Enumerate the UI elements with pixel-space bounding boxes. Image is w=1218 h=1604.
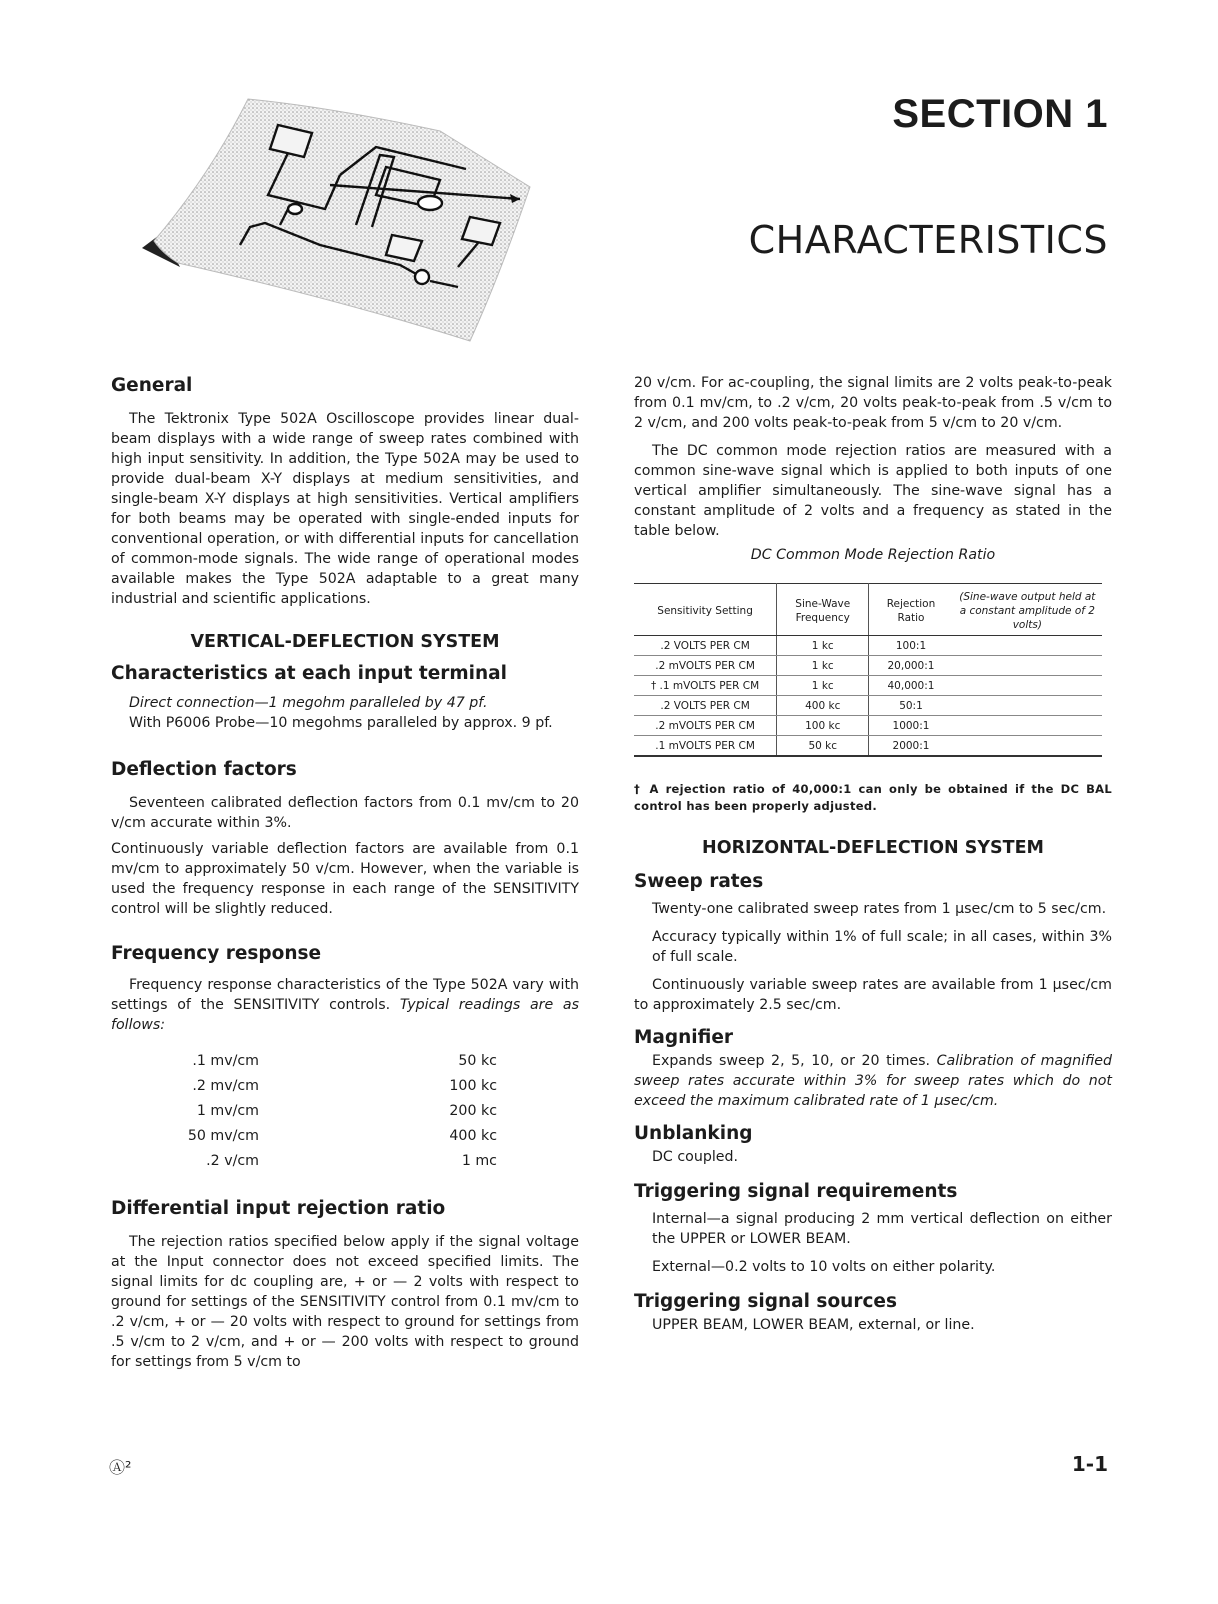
dc-rejection-text: The DC common mode rejection ratios are measured with a common sine-wave signal which is applied to both inputs of one vertical amplifier simultaneously. The sine-wave signal has a constant amplitude of 2 volts and a frequency as stated in the table below. [634,443,1112,539]
frequency-intro-italic: Typical readings are as follows: [111,997,580,1033]
section-title: CHARACTERISTICS [748,218,1108,262]
differential-heading: Differential input rejection ratio [111,1198,446,1219]
cell-ratio: 40,000:1 [869,676,953,696]
table-row [634,696,1102,716]
vertical-deflection-heading: VERTICAL-DEFLECTION SYSTEM [190,632,500,652]
freq-setting: .2 mv/cm [192,1078,259,1094]
cell-frequency: 100 kc [777,716,869,736]
cell-empty [953,716,1102,736]
col-header-ratio: Rejection Ratio [869,584,953,636]
cell-setting: .2 mVOLTS PER CM [634,656,777,676]
cell-frequency: 50 kc [777,736,869,757]
left-column [111,373,579,1372]
cell-frequency: 1 kc [777,636,869,656]
cell-frequency: 400 kc [777,696,869,716]
table-row [111,1074,579,1099]
right-column [634,373,1112,1335]
cell-setting: † .1 mVOLTS PER CM [634,676,777,696]
cell-ratio: 100:1 [869,636,953,656]
table-caption: DC Common Mode Rejection Ratio [750,547,996,563]
table-header-row [634,584,1102,636]
cell-empty [953,676,1102,696]
general-text: The Tektronix Type 502A Oscilloscope provides linear dual-beam displays with a wide range of sweep rates combined with high input sensitivity. In addition, the Type 502A may be used to provide dual-beam X-Y displays at medium sensitivities, and single-beam X-Y displays at high sensitivities. Vertical amplifiers for both beams may be operated with single-ended inputs for conventional operation, or with differential inputs for cancellation of common-mode signals. The wide range of operational modes available makes the Type 502A adaptable to a great many industrial and scientific applications. [111,411,579,607]
freq-response: 1 mc [461,1153,497,1169]
magnifier-text-plain: Expands sweep 2, 5, 10, or 20 times. [652,1053,931,1069]
frequency-intro [111,975,579,1035]
table-row [111,1149,579,1174]
cell-setting: .1 mVOLTS PER CM [634,736,777,757]
section-number: SECTION 1 [892,92,1108,136]
cell-empty [953,636,1102,656]
probe-text: With P6006 Probe—10 megohms paralleled by approx. 9 pf. [129,715,553,731]
freq-setting: 50 mv/cm [187,1128,259,1144]
unblanking-heading: Unblanking [634,1123,753,1144]
freq-setting: .2 v/cm [206,1153,259,1169]
magnifier-heading: Magnifier [634,1027,734,1048]
freq-response: 50 kc [458,1053,497,1069]
frequency-intro-text: Frequency response characteristics of the Type 502A vary with settings of the SENSITIVITY controls. [111,977,579,1013]
trigger-internal-text: Internal—a signal producing 2 mm vertical deflection on either the UPPER or LOWER BEAM. [652,1211,1112,1247]
cell-empty [953,696,1102,716]
deflection-text-2: Continuously variable deflection factors are available from 0.1 mv/cm to approximately 50 v/cm. However, when the variable is used the frequency response in each range of the SENSITIVITY control will be slightly reduced. [111,841,579,917]
freq-setting: 1 mv/cm [196,1103,259,1119]
differential-text: The rejection ratios specified below apply if the signal voltage at the Input connector does not exceed specified limits. The signal limits for dc coupling are, + or — 2 volts with respect to ground for settings of the SENSITIVITY control from 0.1 mv/cm to .2 v/cm, + or — 20 volts with respect to ground for settings from .5 v/cm to 2 v/cm, and + or — 200 volts with respect to ground for settings from 5 v/cm to [111,1234,579,1370]
horizontal-deflection-heading: HORIZONTAL-DEFLECTION SYSTEM [702,838,1044,858]
table-footnote: † A rejection ratio of 40,000:1 can only be obtained if the DC BAL control has been properly adjusted. [634,782,1112,813]
rejection-ratio-table [634,583,1102,757]
cell-setting: .2 mVOLTS PER CM [634,716,777,736]
trigger-external-text: External—0.2 volts to 10 volts on either polarity. [652,1259,996,1275]
table-row [111,1124,579,1149]
cell-setting: .2 VOLTS PER CM [634,636,777,656]
cell-frequency: 1 kc [777,656,869,676]
continuation-text: 20 v/cm. For ac-coupling, the signal limits are 2 volts peak-to-peak from 0.1 mv/cm, to .2 v/cm, 20 volts peak-to-peak from .5 v/cm to 2 v/cm, and 200 volts peak-to-peak from 5 v/cm to 20 v/cm. [634,375,1112,431]
col-header-frequency: Sine-Wave Frequency [777,584,869,636]
triggering-requirements-heading: Triggering signal requirements [634,1181,958,1202]
cell-empty [953,736,1102,757]
table-row [634,736,1102,757]
freq-response: 100 kc [449,1078,497,1094]
cell-ratio: 1000:1 [869,716,953,736]
sweep-rates-heading: Sweep rates [634,871,764,892]
freq-setting: .1 mv/cm [192,1053,259,1069]
cell-ratio: 2000:1 [869,736,953,757]
table-row [111,1099,579,1124]
deflection-factors-heading: Deflection factors [111,759,297,780]
deflection-text-1: Seventeen calibrated deflection factors from 0.1 mv/cm to 20 v/cm accurate within 3%. [111,795,579,831]
characteristics-heading: Characteristics at each input terminal [111,663,507,684]
col-header-note: (Sine-wave output held at a constant amplitude of 2 volts) [953,584,1102,636]
unblanking-text: DC coupled. [652,1149,739,1165]
schematic-illustration [140,95,540,345]
magnifier-text [634,1051,1112,1111]
table-row [634,636,1102,656]
cell-frequency: 1 kc [777,676,869,696]
frequency-response-table [111,1049,579,1174]
sweep-text-2: Accuracy typically within 1% of full scale; in all cases, within 3% of full scale. [652,929,1112,965]
cell-empty [953,656,1102,676]
col-header-sensitivity: Sensitivity Setting [634,584,777,636]
table-row [634,656,1102,676]
table-row [634,676,1102,696]
cell-setting: .2 VOLTS PER CM [634,696,777,716]
triggering-sources-heading: Triggering signal sources [634,1291,897,1312]
magnifier-text-italic: Calibration of magnified sweep rates accurate within 3% for sweep rates which do not exceed the maximum calibrated rate of 1 µsec/cm. [634,1053,1113,1109]
table-row [111,1049,579,1074]
sweep-text-3: Continuously variable sweep rates are available from 1 µsec/cm to approximately 2.5 sec/cm. [634,977,1112,1013]
page-number: 1-1 [1071,1452,1108,1476]
cell-ratio: 50:1 [869,696,953,716]
trigger-sources-text: UPPER BEAM, LOWER BEAM, external, or line. [652,1317,975,1333]
direct-connection-text: Direct connection—1 megohm paralleled by 47 pf. [129,695,488,711]
freq-response: 400 kc [449,1128,497,1144]
sweep-text-1: Twenty-one calibrated sweep rates from 1 µsec/cm to 5 sec/cm. [652,901,1107,917]
freq-response: 200 kc [449,1103,497,1119]
table-row [634,716,1102,736]
general-heading: General [111,375,193,396]
cell-ratio: 20,000:1 [869,656,953,676]
revision-mark: Ⓐ² [109,1458,132,1477]
frequency-response-heading: Frequency response [111,943,322,964]
